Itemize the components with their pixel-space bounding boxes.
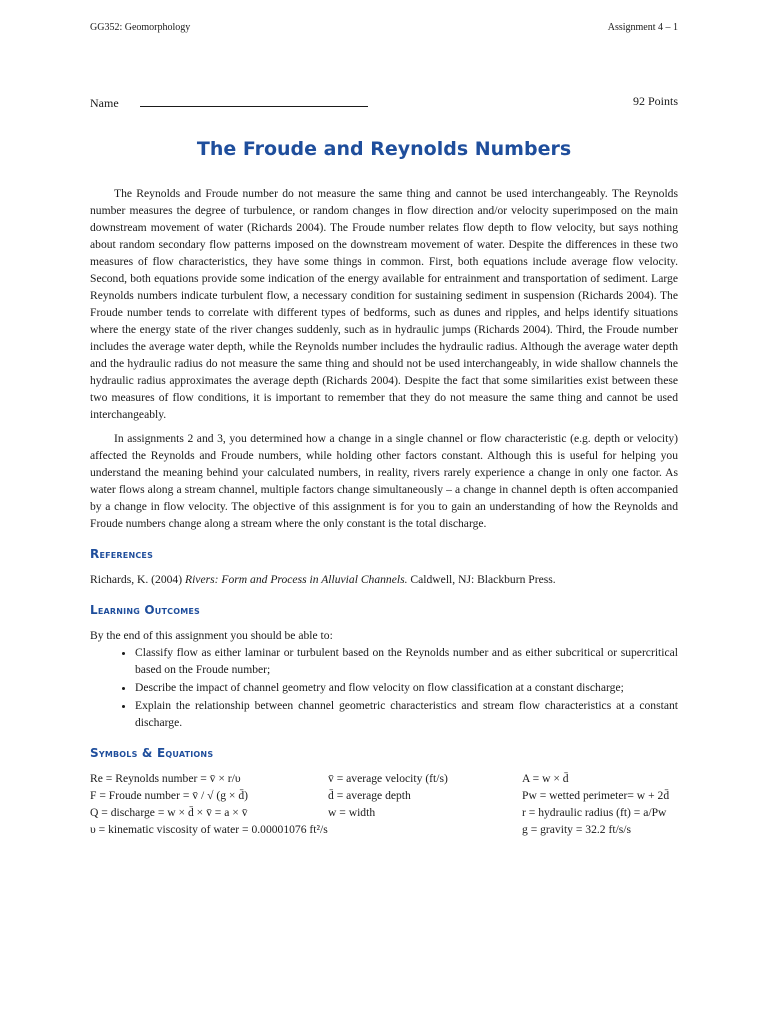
reference-book-title: Rivers: Form and Process in Alluvial Channels. <box>185 573 408 586</box>
points-label: 92 Points <box>632 94 678 108</box>
document-body <box>90 185 678 838</box>
outcome-item: • Explain the relationship between channel geometric characteristics and stream flow characteristics at a constant discharge. <box>135 697 678 731</box>
equation-discharge: Q = discharge = w × d̄ × v̄ = a × v̄ <box>90 806 248 819</box>
reference-author: Richards, K. (2004) <box>90 573 185 586</box>
page-title: The Froude and Reynolds Numbers <box>196 138 572 160</box>
reference-publisher: Caldwell, NJ: Blackburn Press. <box>407 573 556 586</box>
symbol-empty <box>328 821 522 838</box>
equation-wetted-perimeter: Pw = wetted perimeter= w + 2d̄ <box>522 789 670 802</box>
equation-area: A = w × d̄ <box>522 772 569 785</box>
paragraph-2: In assignments 2 and 3, you determined how a change in a single channel or flow characteristic (e.g. depth or velocity) affected the Reynolds and Froude numbers, while holding other factors constant. Although this is useful for helping you understand the meaning behind your calculated numbers, in reality, rivers rarely experience a change in only one factor. As water flows along a stream channel, multiple factors change simultaneously – a change in channel depth is often accompanied by a change in flow velocity. The objective of this assignment is for you to gain an understanding of how the Reynolds and Froude numbers change along a stream where the only constant is the total discharge. <box>90 432 678 530</box>
name-blank-line <box>140 94 368 107</box>
outcome-item: • Describe the impact of channel geometry and flow velocity on flow classification at a constant discharge; <box>135 679 678 696</box>
paragraph-1: The Reynolds and Froude number do not measure the same thing and cannot be used interchangeably. The Reynolds number measures the degree of turbulence, or random changes in flow direction and/or velocity superimposed on the main downstream movement of water (Richards 2004). The Froude number relates flow depth to flow velocity, but says nothing about random secondary flow patterns imposed on the downstream movement of water. Despite the differences in these two measures of flow characteristics, they have some things in common. First, both equations include average flow velocity. Second, both equations provide some indication of the energy available for entrainment and transportation of sediment. Large Reynolds numbers indicate turbulent flow, a necessary condition for sustaining sediment in suspension (Richards 2004). The Froude number tends to correlate with different types of bedforms, such as dunes and ripples, and helps identify situations where the energy state of the river changes suddenly, such as in hydraulic jumps (Richards 2004). Third, the Froude number includes the average water depth, while the Reynolds number includes the hydraulic radius. Although the average water depth and the hydraulic radius do not measure the same thing and should not be used interchangeably, in wide shallow channels the hydraulic radius approximates the average depth (Richards 2004). Despite the fact that some similarities exist between these two measures of flow conditions, it is important to remember that they do not measure the same thing and cannot be used interchangeably. <box>90 187 678 421</box>
assignment-header: Assignment 4 – 1 <box>607 22 678 33</box>
symbol-velocity: v̄ = average velocity (ft/s) <box>328 772 448 785</box>
equation-gravity: g = gravity = 32.2 ft/s/s <box>522 823 632 836</box>
symbol-depth: d̄ = average depth <box>328 789 411 802</box>
equation-viscosity: υ = kinematic viscosity of water = 0.00001076 ft²/s <box>90 823 328 836</box>
learning-outcomes-intro: By the end of this assignment you should be able to: <box>90 629 333 642</box>
symbol-width: w = width <box>328 806 376 819</box>
learning-outcomes-list <box>90 644 678 731</box>
name-row <box>90 94 678 111</box>
references-heading: References <box>90 547 154 561</box>
learning-outcomes-heading: Learning Outcomes <box>90 603 200 617</box>
name-label: Name <box>90 96 119 110</box>
symbols-equations-heading: Symbols & Equations <box>90 746 214 760</box>
course-header: GG352: Geomorphology <box>90 22 191 33</box>
symbols-equations-grid <box>90 770 678 838</box>
reference-entry <box>90 571 678 588</box>
equation-hydraulic-radius: r = hydraulic radius (ft) = a/Pw <box>522 806 667 819</box>
equation-froude: F = Froude number = v̄ / √ (g × d̄) <box>90 789 249 802</box>
equation-reynolds: Re = Reynolds number = v̄ × r/υ <box>90 772 241 785</box>
outcome-item: • Classify flow as either laminar or turbulent based on the Reynolds number and as either subcritical or supercritical based on the Froude number; <box>135 644 678 678</box>
